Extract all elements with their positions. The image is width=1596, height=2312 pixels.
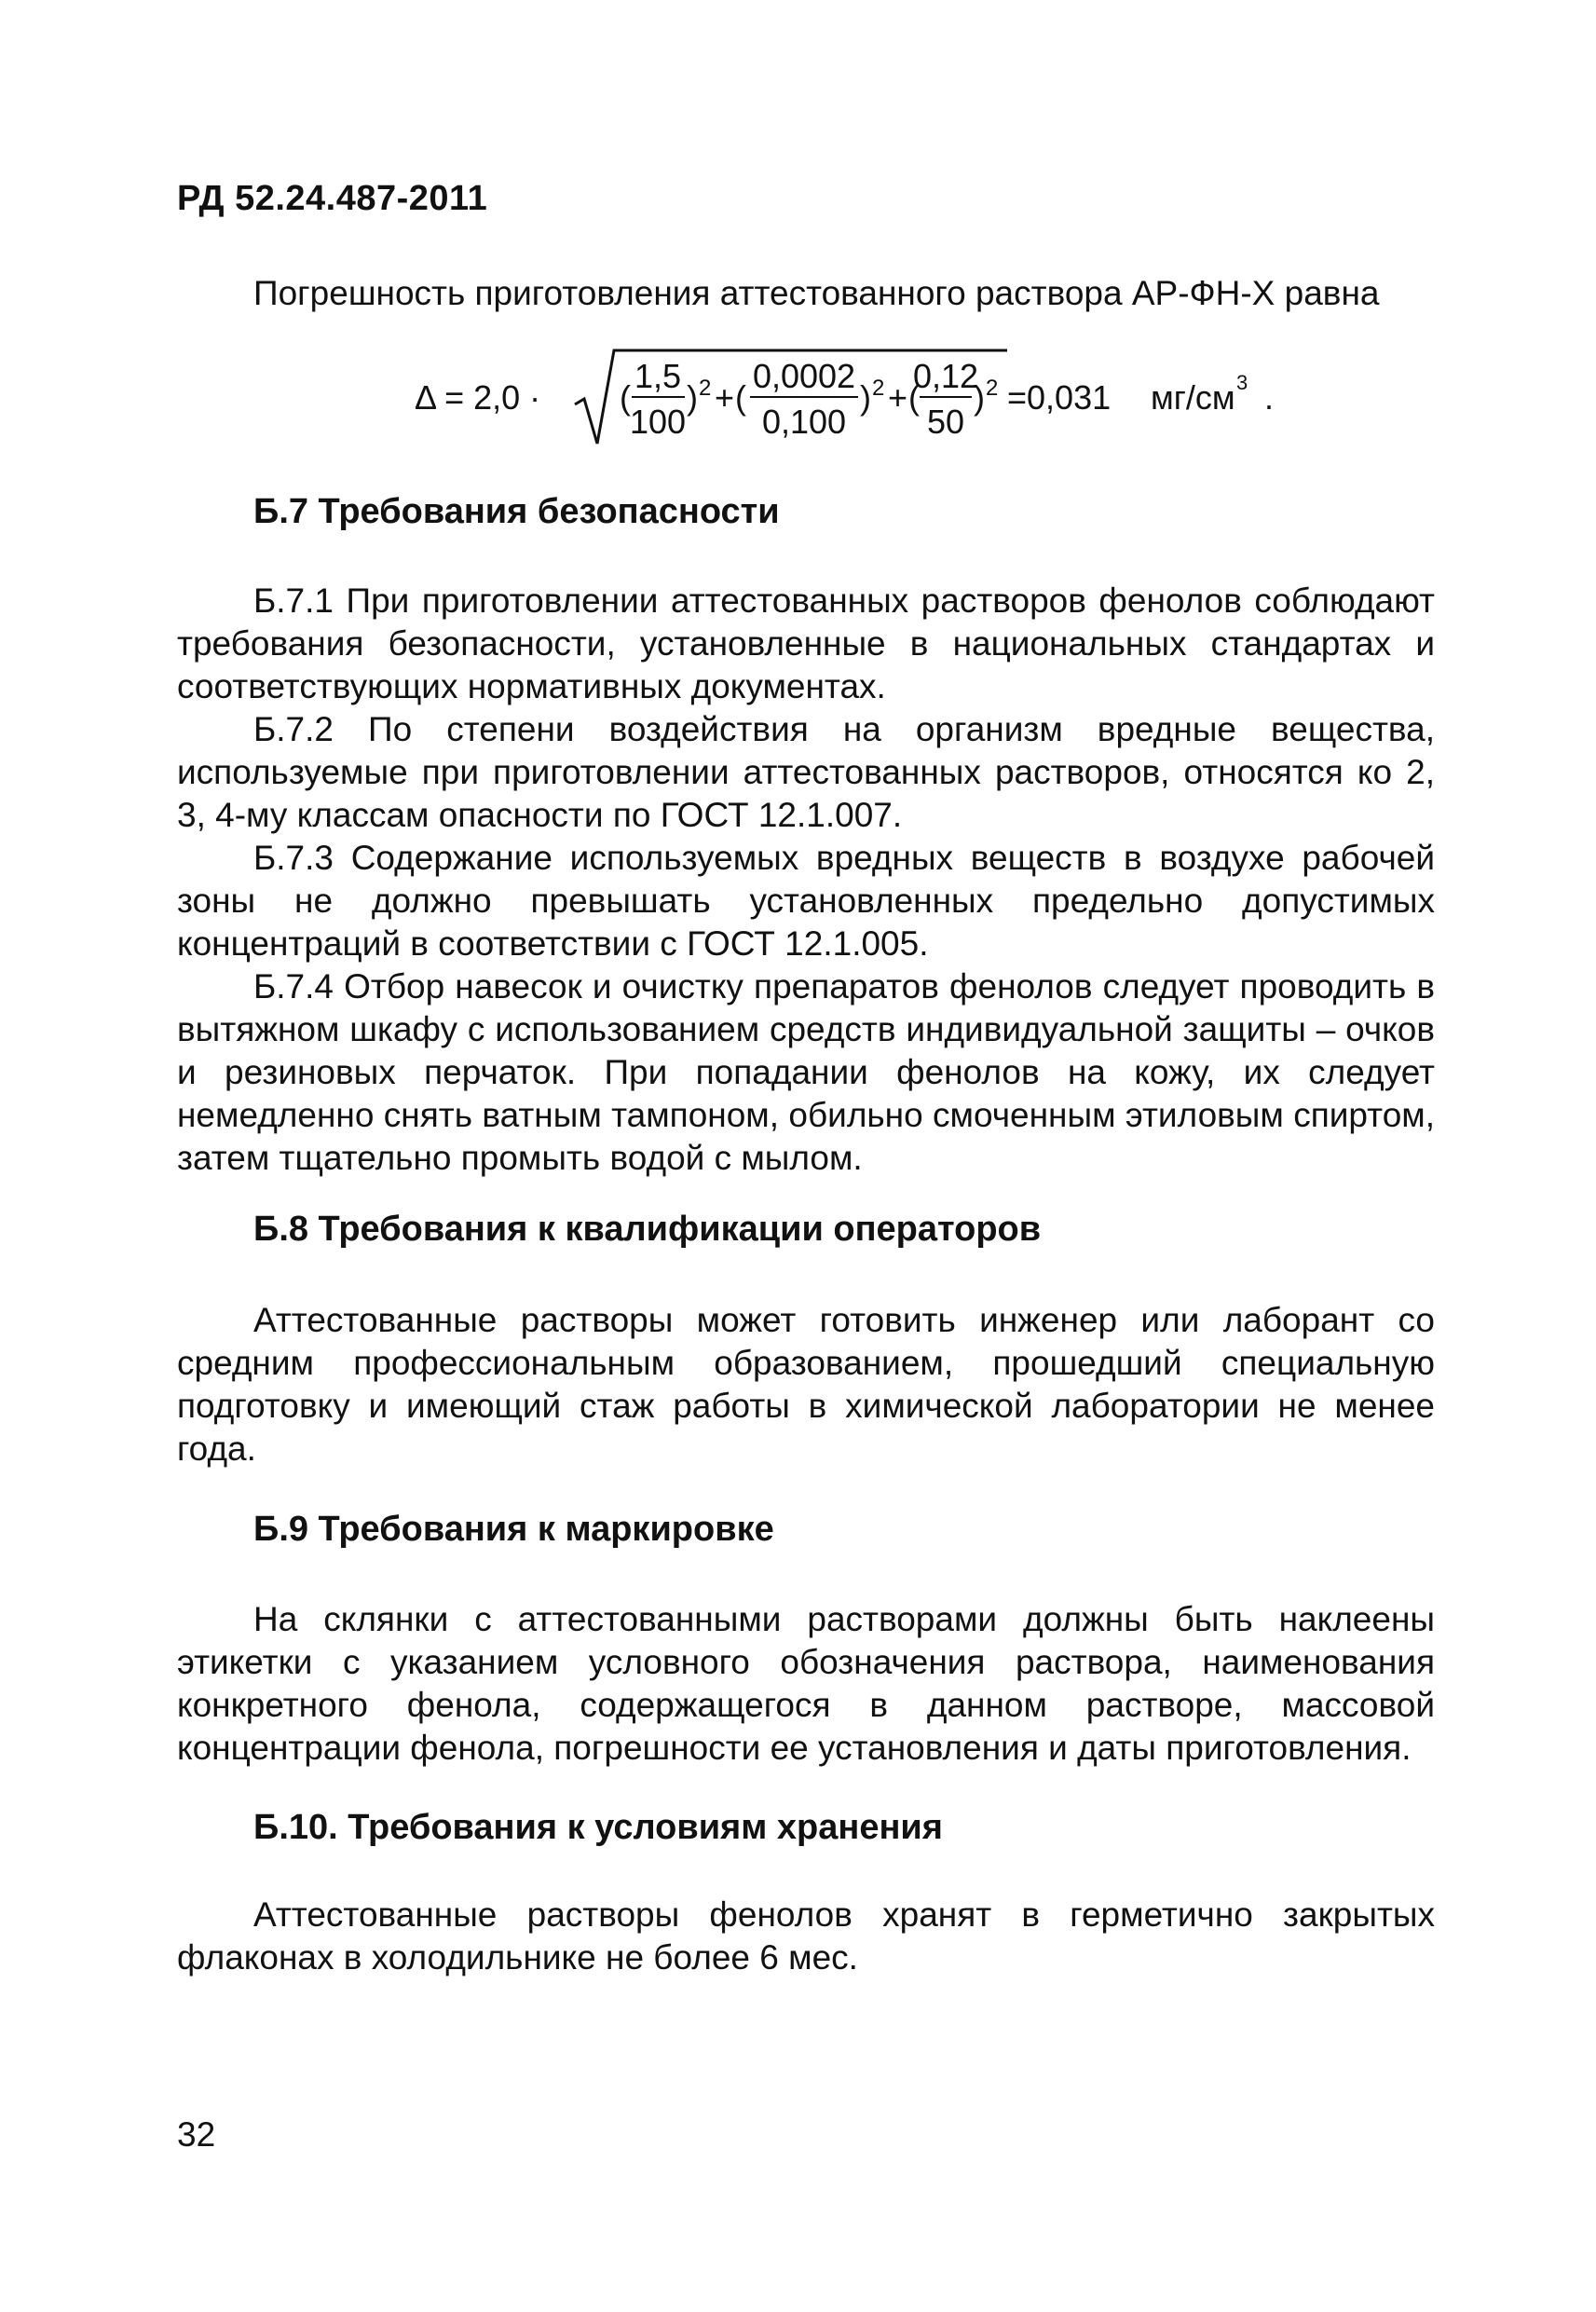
term2-denominator: 0,100 xyxy=(761,403,847,441)
svg-text:(: ( xyxy=(620,378,631,417)
section-b10-body xyxy=(177,1894,1435,1979)
section-b8-paragraph-1: Аттестованные растворы может готовить инженер или лаборант со средним профессиональным образованием, прошедший специальную подготовку и имеющий стаж работы в химической лаборатории не менее года. xyxy=(177,1301,1435,1468)
svg-text:+: + xyxy=(888,378,908,417)
svg-text:(: ( xyxy=(908,378,920,417)
section-b9-body xyxy=(177,1598,1435,1770)
section-b10-paragraph-1: Аттестованные растворы фенолов хранят в герметично закрытых флаконах в холодильнике не более 6 мес. xyxy=(177,1895,1435,1977)
section-b8-body xyxy=(177,1299,1435,1471)
section-b8-heading: Б.8 Требования к квалификации операторов xyxy=(253,1210,1042,1249)
svg-text:): ) xyxy=(974,378,985,417)
section-b9-paragraph-1: На склянки с аттестованными растворами должны быть наклеены этикетки с указанием условного обозначения раствора, наименования конкретного фенола, содержащегося в данном растворе, массовой концентрации фенола, погрешности ее установления и даты приготовления. xyxy=(177,1600,1435,1767)
term3-denominator: 50 xyxy=(926,403,965,441)
formula-unit: мг/см xyxy=(1151,378,1235,417)
svg-text:): ) xyxy=(687,378,698,417)
term1-numerator: 1,5 xyxy=(634,357,682,395)
formula-end: . xyxy=(1264,378,1275,417)
section-b7-paragraph-3: Б.7.3 Содержание используемых вредных веществ в воздухе рабочей зоны не должно превышать установленных предельно допустимых концентраций в соответствии с ГОСТ 12.1.005. xyxy=(177,839,1435,963)
term3-numerator: 0,12 xyxy=(912,357,979,395)
error-formula xyxy=(415,347,1346,449)
section-b9-heading: Б.9 Требования к маркировке xyxy=(253,1510,774,1549)
svg-text:2: 2 xyxy=(872,376,885,401)
term2-numerator: 0,0002 xyxy=(752,357,856,395)
section-b7-paragraph-4: Б.7.4 Отбор навесок и очистку препаратов фенолов следует проводить в вытяжном шкафу с использованием средств индивидуальной защиты – очков и резиновых перчаток. При попадании фенолов на кожу, их следует немедленно снять ватным тампоном, обильно смоченным этиловым спиртом, затем тщательно промыть водой с мылом. xyxy=(177,967,1435,1177)
svg-text:): ) xyxy=(860,378,871,417)
svg-text:+: + xyxy=(715,378,735,417)
formula-unit-exponent: 3 xyxy=(1236,371,1248,394)
section-b10-heading: Б.10. Требования к условиям хранения xyxy=(253,1808,943,1847)
page-number: 32 xyxy=(177,2115,216,2154)
formula-result: =0,031 xyxy=(1007,378,1112,417)
section-b7-paragraph-2: Б.7.2 По степени воздействия на организм вредные вещества, используемые при приготовлении аттестованных растворов, относятся ко 2, 3, 4-му классам опасности по ГОСТ 12.1.007. xyxy=(177,710,1435,834)
section-b7-paragraph-1: Б.7.1 При приготовлении аттестованных растворов фенолов соблюдают требования безопасности, установленные в национальных стандартах и соответствующих нормативных документах. xyxy=(177,581,1435,705)
intro-paragraph: Погрешность приготовления аттестованного раствора АР-ФН-Х равна xyxy=(253,274,1380,312)
term1-denominator: 100 xyxy=(629,403,687,441)
intro-block xyxy=(177,272,1435,315)
section-b7-body xyxy=(177,580,1435,1180)
document-code: РД 52.24.487-2011 xyxy=(177,179,488,218)
section-b7-heading: Б.7 Требования безопасности xyxy=(253,492,780,531)
formula-lhs: Δ = 2,0 · xyxy=(415,378,541,417)
svg-text:2: 2 xyxy=(699,376,712,401)
svg-text:(: ( xyxy=(735,378,746,417)
svg-text:2: 2 xyxy=(986,376,999,401)
